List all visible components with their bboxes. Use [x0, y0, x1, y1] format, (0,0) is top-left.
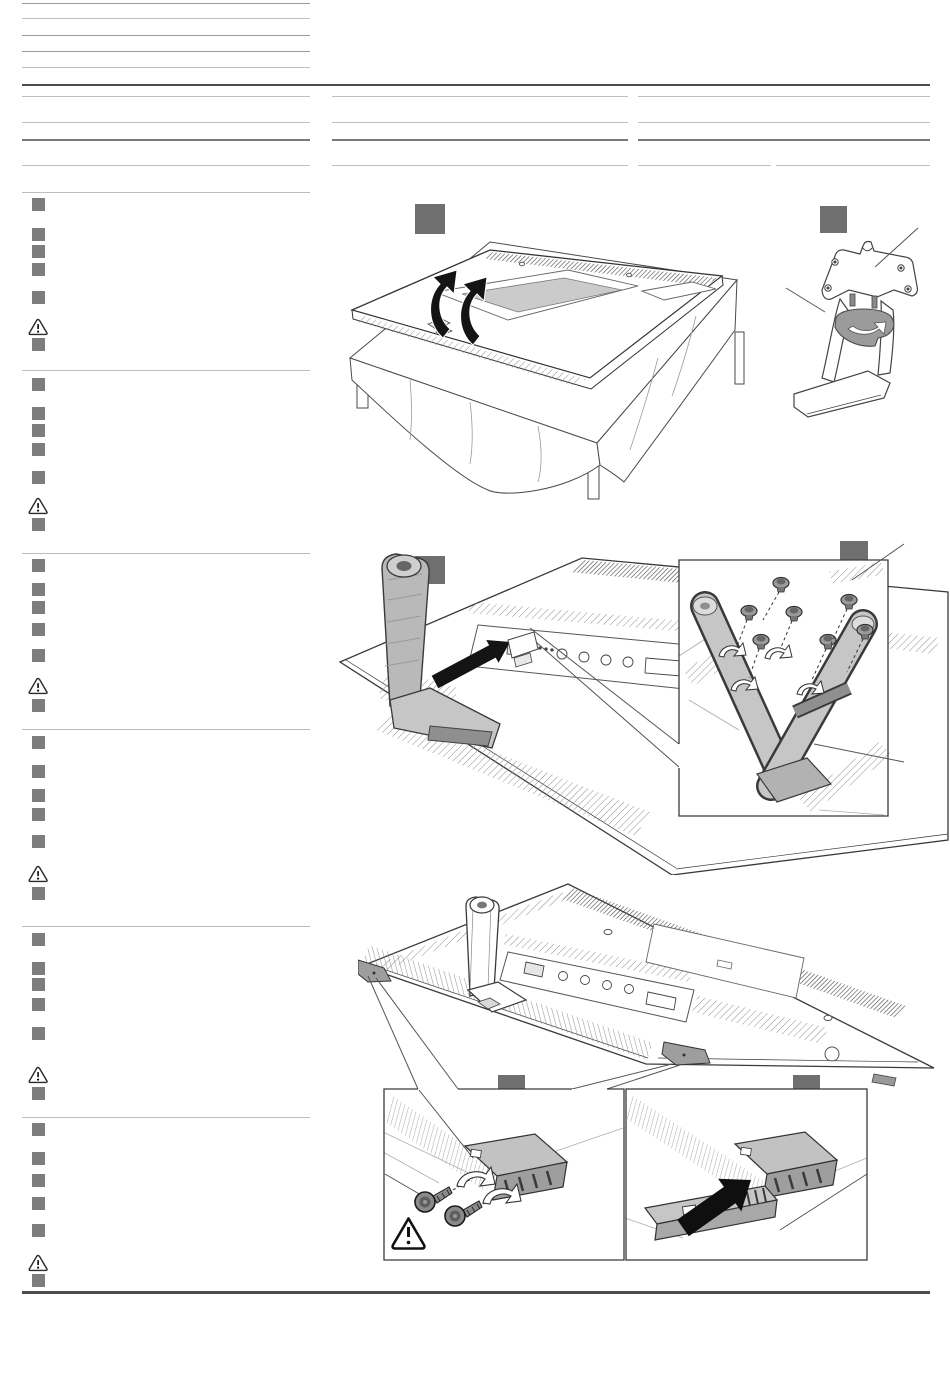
bullet-marker	[32, 601, 45, 614]
warning-note-marker	[32, 518, 45, 531]
section-divider	[22, 370, 310, 371]
bullet-marker	[32, 649, 45, 662]
figure-tv-on-table	[340, 228, 770, 528]
top-divider-rule	[22, 84, 930, 86]
bullet-marker	[32, 559, 45, 572]
header-blank-line	[332, 122, 628, 123]
bullet-marker	[32, 933, 45, 946]
warning-triangle-icon	[28, 677, 48, 695]
warning-note-marker	[32, 338, 45, 351]
bullet-marker	[32, 1224, 45, 1237]
warning-triangle-icon	[28, 318, 48, 336]
masthead-blank-line	[22, 18, 310, 19]
header-blank-line	[638, 96, 930, 97]
bullet-marker	[32, 765, 45, 778]
warning-note-marker	[32, 1087, 45, 1100]
tv-back	[362, 884, 934, 1086]
bullet-marker	[32, 978, 45, 991]
bullet-marker	[32, 789, 45, 802]
bullet-marker	[32, 378, 45, 391]
bullet-marker	[32, 583, 45, 596]
header-blank-line	[638, 139, 930, 141]
bullet-marker	[32, 228, 45, 241]
bullet-marker	[32, 198, 45, 211]
header-blank-line	[638, 165, 771, 166]
warning-triangle-icon	[28, 865, 48, 883]
header-blank-line	[22, 96, 310, 97]
bottom-divider-rule	[22, 1291, 930, 1294]
warning-triangle-icon	[28, 497, 48, 515]
bullet-marker	[32, 291, 45, 304]
header-blank-line	[332, 96, 628, 97]
bullet-marker	[32, 1123, 45, 1136]
section-divider	[22, 729, 310, 730]
bullet-marker	[32, 998, 45, 1011]
header-blank-line	[332, 139, 628, 141]
section-divider	[22, 926, 310, 927]
bullet-marker	[32, 443, 45, 456]
section-divider	[22, 553, 310, 554]
figure-insert-stand	[330, 530, 950, 875]
bullet-marker	[32, 263, 45, 276]
warning-note-marker	[32, 887, 45, 900]
bullet-marker	[32, 962, 45, 975]
warning-note-marker	[32, 1274, 45, 1287]
masthead-blank-line	[22, 51, 310, 52]
section-divider	[22, 1117, 310, 1118]
warning-note-marker	[32, 699, 45, 712]
bullet-marker	[32, 623, 45, 636]
bullet-marker	[32, 424, 45, 437]
bullet-marker	[32, 835, 45, 848]
bullet-marker	[32, 471, 45, 484]
bullet-marker	[32, 1027, 45, 1040]
bullet-marker	[32, 1174, 45, 1187]
bullet-marker	[32, 808, 45, 821]
header-blank-line	[22, 122, 310, 123]
bullet-marker	[32, 1197, 45, 1210]
figure-tv-stand-attached	[358, 878, 942, 1093]
masthead-blank-line	[22, 35, 310, 36]
warning-triangle-icon	[28, 1066, 48, 1084]
header-blank-line	[776, 165, 930, 166]
bullet-marker	[32, 245, 45, 258]
header-blank-line	[638, 122, 930, 123]
header-blank-line	[332, 165, 628, 166]
masthead-blank-line	[22, 3, 310, 4]
masthead-blank-line	[22, 67, 310, 68]
bullet-marker	[32, 736, 45, 749]
figure-stand-clamp	[778, 226, 950, 432]
figure-corner-insets	[383, 1088, 869, 1263]
warning-triangle-icon	[28, 1254, 48, 1272]
header-blank-line	[22, 139, 310, 141]
bullet-marker	[32, 407, 45, 420]
bullet-marker	[32, 1152, 45, 1165]
section-divider	[22, 192, 310, 193]
header-blank-line	[22, 165, 310, 166]
